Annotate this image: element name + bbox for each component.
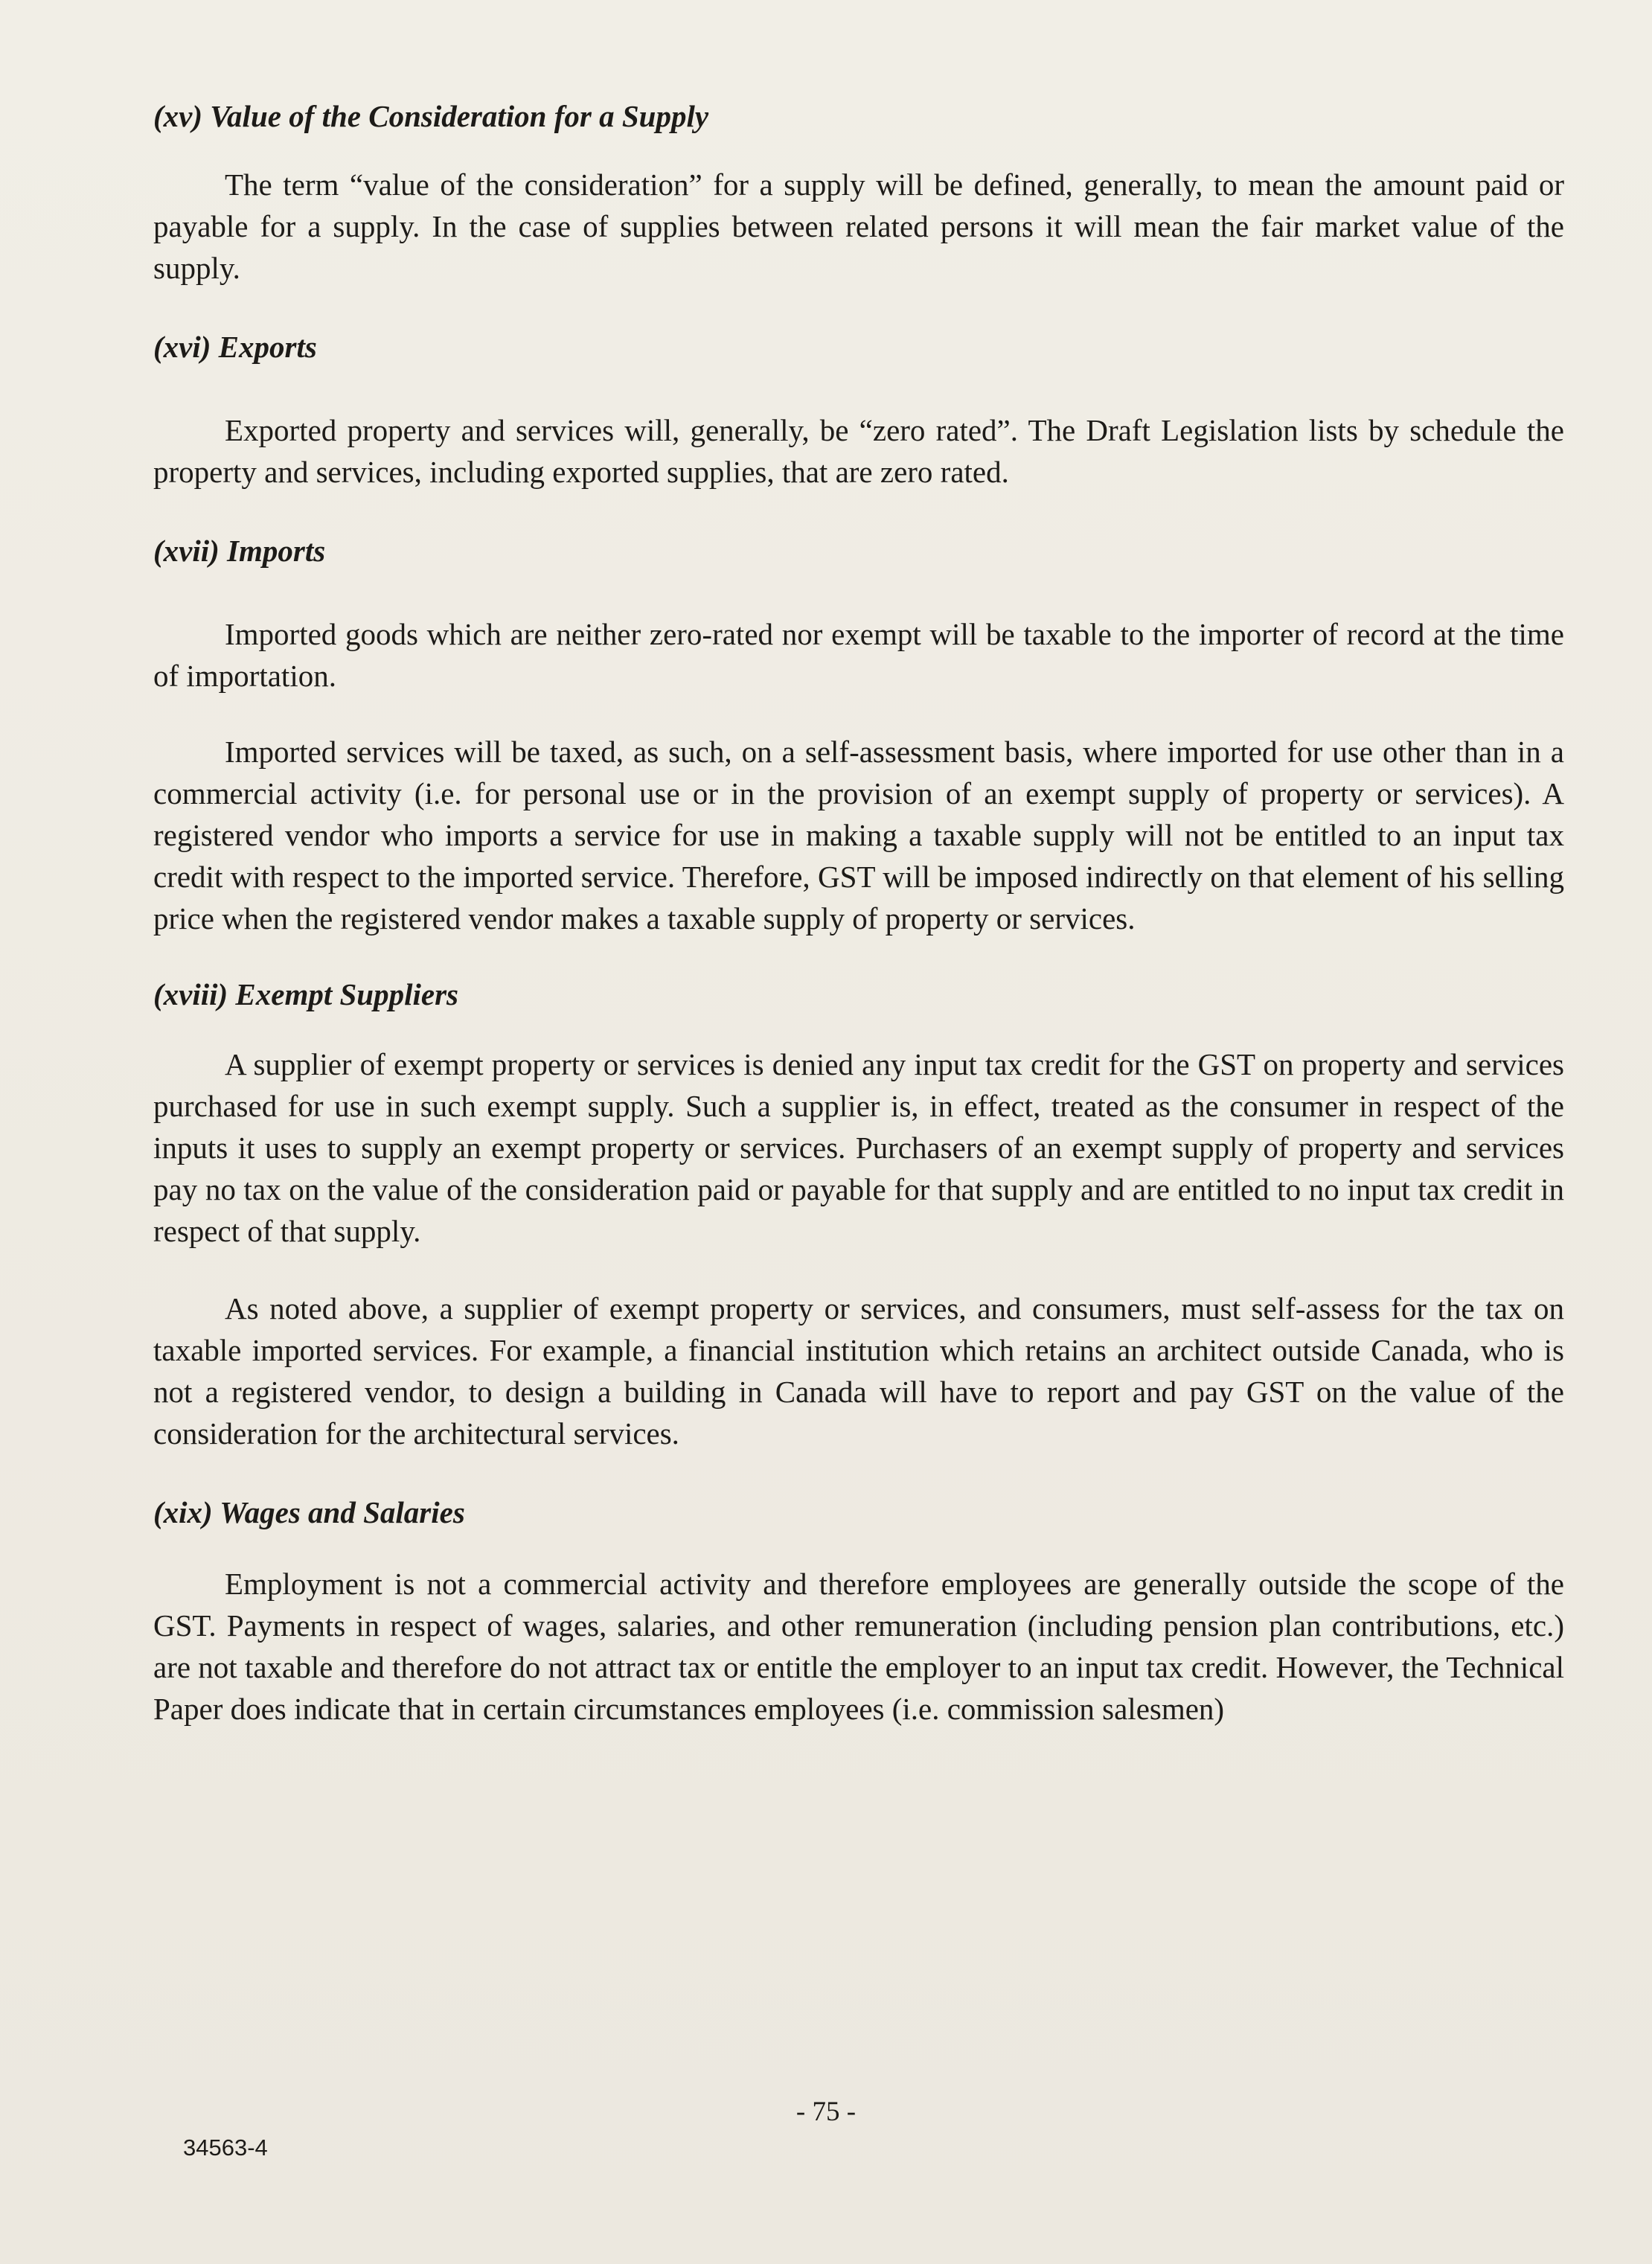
- section-xviii-paragraph-2: As noted above, a supplier of exempt property or services, and consumers, must self-assess for the tax on taxable imported services. For example, a financial institution which retains an architect outside Canada, who is not a registered vendor, to design a building in Canada will have to report and pay GST on the value of the consideration for the architectural services.: [153, 1291, 1564, 1451]
- section-heading-xviii: (xviii) Exempt Suppliers: [153, 977, 458, 1011]
- section-heading-xvii: (xvii) Imports: [153, 534, 326, 568]
- section-xv-paragraph-1: The term “value of the consideration” for a supply will be defined, generally, to mean the amount paid or payable for a supply. In the case of supplies between related persons it will mean the fair market value of the supply.: [153, 167, 1564, 285]
- page-number: - 75 -: [795, 2097, 857, 2127]
- section-xvii-paragraph-1: Imported goods which are neither zero-rated nor exempt will be taxable to the importer of record at the time of importation.: [153, 617, 1564, 693]
- section-xvi-paragraph-1: Exported property and services will, generally, be “zero rated”. The Draft Legislation lists by schedule the property and services, including exported supplies, that are zero rated.: [153, 413, 1564, 489]
- section-xix-paragraph-1: Employment is not a commercial activity and therefore employees are generally outside the scope of the GST. Payments in respect of wages, salaries, and other remuneration (including pension plan contributions, etc.) are not taxable and therefore do not attract tax or entitle the employer to an input tax credit. However, the Technical Paper does indicate that in certain circumstances employees (i.e. commission salesmen): [153, 1567, 1564, 1726]
- section-heading-xix: (xix) Wages and Salaries: [153, 1495, 465, 1529]
- section-xvii-paragraph-2: Imported services will be taxed, as such, on a self-assessment basis, where imported for use other than in a commercial activity (i.e. for personal use or in the provision of an exempt supply of property or services). A registered vendor who imports a service for use in making a taxable supply will not be entitled to an input tax credit with respect to the imported service. Therefore, GST will be imposed indirectly on that element of his selling price when the registered vendor makes a taxable supply of property or services.: [153, 735, 1564, 936]
- document-code: 34563-4: [183, 2135, 268, 2161]
- page-body: [153, 95, 1564, 1730]
- section-heading-xv: (xv) Value of the Consideration for a Supply: [153, 99, 709, 133]
- section-heading-xvi: (xvi) Exports: [153, 330, 317, 364]
- section-xviii-paragraph-1: A supplier of exempt property or services is denied any input tax credit for the GST on property and services purchased for use in such exempt supply. Such a supplier is, in effect, treated as the consumer in respect of the inputs it uses to supply an exempt property or services. Purchasers of an exempt supply of property and services pay no tax on the value of the consideration paid or payable for that supply and are entitled to no input tax credit in respect of that supply.: [153, 1047, 1564, 1248]
